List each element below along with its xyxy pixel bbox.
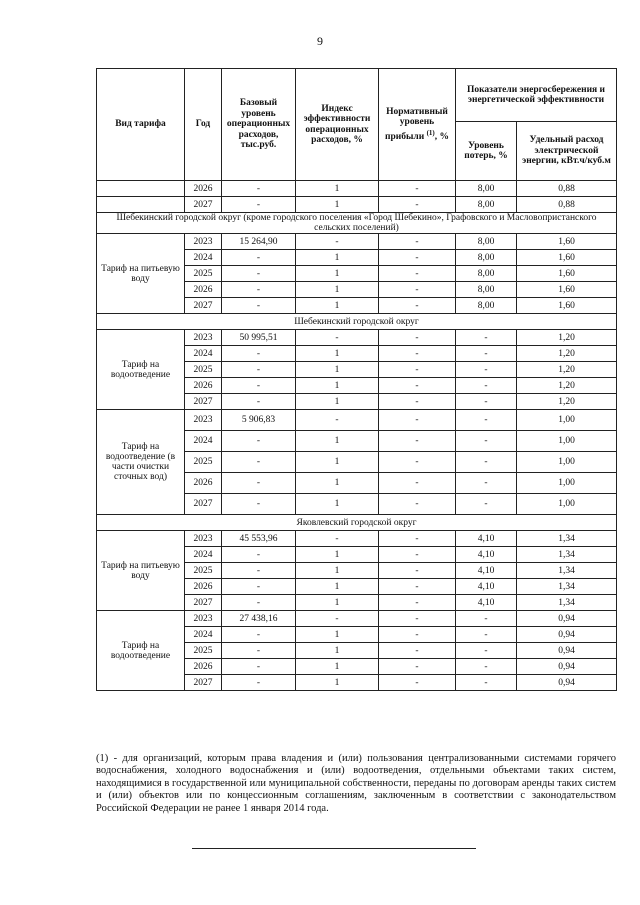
header-footnote-marker: (1) — [426, 128, 435, 137]
base-level-cell: - — [222, 282, 296, 298]
profit-cell: - — [379, 452, 456, 473]
loss-cell: - — [456, 452, 517, 473]
index-cell: 1 — [296, 298, 379, 314]
energy-cell: 1,00 — [517, 431, 617, 452]
year-cell: 2025 — [185, 452, 222, 473]
profit-cell: - — [379, 298, 456, 314]
section-row — [97, 314, 617, 330]
year-cell: 2026 — [185, 659, 222, 675]
energy-cell: 1,00 — [517, 452, 617, 473]
energy-cell: 1,34 — [517, 563, 617, 579]
loss-cell: 8,00 — [456, 298, 517, 314]
base-level-cell: - — [222, 197, 296, 213]
loss-cell: - — [456, 378, 517, 394]
profit-cell: - — [379, 643, 456, 659]
index-cell: - — [296, 330, 379, 346]
table-row — [97, 330, 617, 346]
base-level-cell: - — [222, 675, 296, 691]
base-level-cell: - — [222, 378, 296, 394]
base-level-cell: - — [222, 643, 296, 659]
loss-cell: - — [456, 675, 517, 691]
year-cell: 2027 — [185, 595, 222, 611]
base-level-cell: - — [222, 346, 296, 362]
energy-cell: 1,00 — [517, 473, 617, 494]
loss-cell: - — [456, 473, 517, 494]
profit-cell: - — [379, 266, 456, 282]
profit-cell: - — [379, 234, 456, 250]
section-title: Шебекинский городской округ — [97, 314, 617, 330]
base-level-cell: - — [222, 473, 296, 494]
energy-cell: 1,20 — [517, 362, 617, 378]
tariff-name: Тариф на питьевую воду — [97, 531, 185, 611]
section-row — [97, 515, 617, 531]
energy-cell: 1,60 — [517, 250, 617, 266]
profit-cell: - — [379, 378, 456, 394]
profit-cell: - — [379, 659, 456, 675]
year-cell: 2025 — [185, 563, 222, 579]
base-level-cell: - — [222, 298, 296, 314]
loss-cell: - — [456, 410, 517, 431]
year-cell: 2024 — [185, 431, 222, 452]
energy-cell: 0,88 — [517, 197, 617, 213]
year-cell: 2024 — [185, 346, 222, 362]
table-row — [97, 197, 617, 213]
year-cell: 2023 — [185, 330, 222, 346]
tariff-name: Тариф на водоотведение — [97, 330, 185, 410]
loss-cell: 8,00 — [456, 197, 517, 213]
profit-cell: - — [379, 531, 456, 547]
loss-cell: 8,00 — [456, 181, 517, 197]
year-cell: 2024 — [185, 547, 222, 563]
loss-cell: 8,00 — [456, 250, 517, 266]
loss-cell: 4,10 — [456, 563, 517, 579]
loss-cell: - — [456, 494, 517, 515]
header-loss-level: Уровень потерь, % — [456, 122, 517, 181]
loss-cell: - — [456, 643, 517, 659]
base-level-cell: 27 438,16 — [222, 611, 296, 627]
tariff-name: Тариф на водоотведение — [97, 611, 185, 691]
header-efficiency-index: Индекс эффективности операционных расходов, % — [296, 69, 379, 181]
index-cell: 1 — [296, 643, 379, 659]
table-row — [97, 531, 617, 547]
profit-cell: - — [379, 595, 456, 611]
base-level-cell: - — [222, 627, 296, 643]
index-cell: 1 — [296, 452, 379, 473]
energy-cell: 0,94 — [517, 611, 617, 627]
loss-cell: - — [456, 611, 517, 627]
year-cell: 2023 — [185, 234, 222, 250]
index-cell: 1 — [296, 547, 379, 563]
base-level-cell: 15 264,90 — [222, 234, 296, 250]
year-cell: 2026 — [185, 579, 222, 595]
section-title: Шебекинский городской округ (кроме городского поселения «Город Шебекино», Графовского и Масловопристанского сельских поселений) — [97, 213, 617, 234]
year-cell: 2026 — [185, 282, 222, 298]
energy-cell: 1,20 — [517, 378, 617, 394]
base-level-cell: - — [222, 250, 296, 266]
index-cell: 1 — [296, 675, 379, 691]
index-cell: 1 — [296, 250, 379, 266]
energy-cell: 1,20 — [517, 346, 617, 362]
loss-cell: 8,00 — [456, 282, 517, 298]
tariff-type-cell — [97, 197, 185, 213]
loss-cell: 4,10 — [456, 595, 517, 611]
tariff-table — [96, 68, 617, 691]
header-base-level: Базовый уровень операционных расходов, тыс.руб. — [222, 69, 296, 181]
base-level-cell: 45 553,96 — [222, 531, 296, 547]
index-cell: 1 — [296, 494, 379, 515]
footnote: (1) - для организаций, которым права владения и (или) пользования централизованными системами горячего водоснабжения, холодного водоснабжения и (или) водоотведения, отдельными объектами таких систем, находящимися в государственной или муниципальной собственности, переданы по договорам аренды таких систем и (или) объектов или по концессионным соглашениям, заключенным в соответствии с законодательством Российской Федерации не ранее 1 января 2014 года. — [96, 753, 616, 814]
index-cell: 1 — [296, 473, 379, 494]
energy-cell: 0,94 — [517, 643, 617, 659]
profit-cell: - — [379, 431, 456, 452]
section-row — [97, 213, 617, 234]
profit-cell: - — [379, 547, 456, 563]
year-cell: 2027 — [185, 675, 222, 691]
energy-cell: 1,60 — [517, 298, 617, 314]
base-level-cell: - — [222, 394, 296, 410]
index-cell: 1 — [296, 595, 379, 611]
table-row — [97, 410, 617, 431]
table-row — [97, 181, 617, 197]
profit-cell: - — [379, 282, 456, 298]
base-level-cell: - — [222, 494, 296, 515]
year-cell: 2026 — [185, 473, 222, 494]
profit-cell: - — [379, 494, 456, 515]
loss-cell: 4,10 — [456, 579, 517, 595]
loss-cell: 8,00 — [456, 234, 517, 250]
loss-cell: 4,10 — [456, 531, 517, 547]
header-normative-profit — [379, 69, 456, 181]
tariff-name: Тариф на питьевую воду — [97, 234, 185, 314]
index-cell: - — [296, 531, 379, 547]
loss-cell: - — [456, 346, 517, 362]
year-cell: 2027 — [185, 197, 222, 213]
table-row — [97, 234, 617, 250]
profit-cell: - — [379, 675, 456, 691]
year-cell: 2025 — [185, 643, 222, 659]
loss-cell: - — [456, 362, 517, 378]
index-cell: 1 — [296, 627, 379, 643]
index-cell: 1 — [296, 431, 379, 452]
base-level-cell: - — [222, 659, 296, 675]
profit-cell: - — [379, 579, 456, 595]
index-cell: 1 — [296, 579, 379, 595]
index-cell: 1 — [296, 394, 379, 410]
header-normative-profit-unit: , % — [434, 131, 449, 142]
energy-cell: 0,94 — [517, 675, 617, 691]
tariff-name: Тариф на водоотведение (в части очистки сточных вод) — [97, 410, 185, 515]
profit-cell: - — [379, 181, 456, 197]
loss-cell: - — [456, 627, 517, 643]
energy-cell: 1,34 — [517, 595, 617, 611]
index-cell: - — [296, 234, 379, 250]
profit-cell: - — [379, 362, 456, 378]
base-level-cell: - — [222, 579, 296, 595]
energy-cell: 1,20 — [517, 394, 617, 410]
base-level-cell: - — [222, 563, 296, 579]
loss-cell: 8,00 — [456, 266, 517, 282]
energy-cell: 1,34 — [517, 547, 617, 563]
index-cell: - — [296, 410, 379, 431]
header-normative-profit-label: Нормативный уровень прибыли — [385, 106, 448, 142]
index-cell: 1 — [296, 197, 379, 213]
year-cell: 2023 — [185, 531, 222, 547]
index-cell: 1 — [296, 266, 379, 282]
header-year: Год — [185, 69, 222, 181]
index-cell: - — [296, 611, 379, 627]
profit-cell: - — [379, 394, 456, 410]
base-level-cell: 50 995,51 — [222, 330, 296, 346]
profit-cell: - — [379, 473, 456, 494]
loss-cell: - — [456, 431, 517, 452]
profit-cell: - — [379, 563, 456, 579]
energy-cell: 1,60 — [517, 282, 617, 298]
loss-cell: - — [456, 659, 517, 675]
year-cell: 2026 — [185, 378, 222, 394]
loss-cell: - — [456, 394, 517, 410]
profit-cell: - — [379, 346, 456, 362]
tariff-type-cell — [97, 181, 185, 197]
loss-cell: - — [456, 330, 517, 346]
energy-cell: 0,94 — [517, 627, 617, 643]
profit-cell: - — [379, 611, 456, 627]
section-title: Яковлевский городской округ — [97, 515, 617, 531]
year-cell: 2024 — [185, 250, 222, 266]
base-level-cell: - — [222, 452, 296, 473]
year-cell: 2027 — [185, 394, 222, 410]
energy-cell: 1,00 — [517, 494, 617, 515]
energy-cell: 0,88 — [517, 181, 617, 197]
index-cell: 1 — [296, 659, 379, 675]
index-cell: 1 — [296, 181, 379, 197]
base-level-cell: - — [222, 266, 296, 282]
energy-cell: 1,20 — [517, 330, 617, 346]
year-cell: 2024 — [185, 627, 222, 643]
year-cell: 2026 — [185, 181, 222, 197]
year-cell: 2027 — [185, 494, 222, 515]
year-cell: 2027 — [185, 298, 222, 314]
loss-cell: 4,10 — [456, 547, 517, 563]
table-body — [97, 181, 617, 691]
index-cell: 1 — [296, 362, 379, 378]
year-cell: 2023 — [185, 611, 222, 627]
base-level-cell: 5 906,83 — [222, 410, 296, 431]
table-row — [97, 611, 617, 627]
index-cell: 1 — [296, 282, 379, 298]
profit-cell: - — [379, 627, 456, 643]
profit-cell: - — [379, 197, 456, 213]
year-cell: 2023 — [185, 410, 222, 431]
index-cell: 1 — [296, 346, 379, 362]
profit-cell: - — [379, 250, 456, 266]
index-cell: 1 — [296, 378, 379, 394]
energy-cell: 1,60 — [517, 234, 617, 250]
year-cell: 2025 — [185, 266, 222, 282]
profit-cell: - — [379, 410, 456, 431]
profit-cell: - — [379, 330, 456, 346]
index-cell: 1 — [296, 563, 379, 579]
header-energy-group: Показатели энергосбережения и энергетической эффективности — [456, 69, 617, 122]
energy-cell: 1,00 — [517, 410, 617, 431]
base-level-cell: - — [222, 362, 296, 378]
header-tariff-type: Вид тарифа — [97, 69, 185, 181]
base-level-cell: - — [222, 595, 296, 611]
energy-cell: 1,34 — [517, 531, 617, 547]
energy-cell: 1,34 — [517, 579, 617, 595]
table-header-row — [97, 69, 617, 122]
energy-cell: 0,94 — [517, 659, 617, 675]
base-level-cell: - — [222, 431, 296, 452]
energy-cell: 1,60 — [517, 266, 617, 282]
header-specific-consumption: Удельный расход электрической энергии, кВт.ч/куб.м — [517, 122, 617, 181]
page-number: 9 — [317, 34, 323, 48]
base-level-cell: - — [222, 547, 296, 563]
base-level-cell: - — [222, 181, 296, 197]
year-cell: 2025 — [185, 362, 222, 378]
footnote-divider — [192, 848, 476, 849]
